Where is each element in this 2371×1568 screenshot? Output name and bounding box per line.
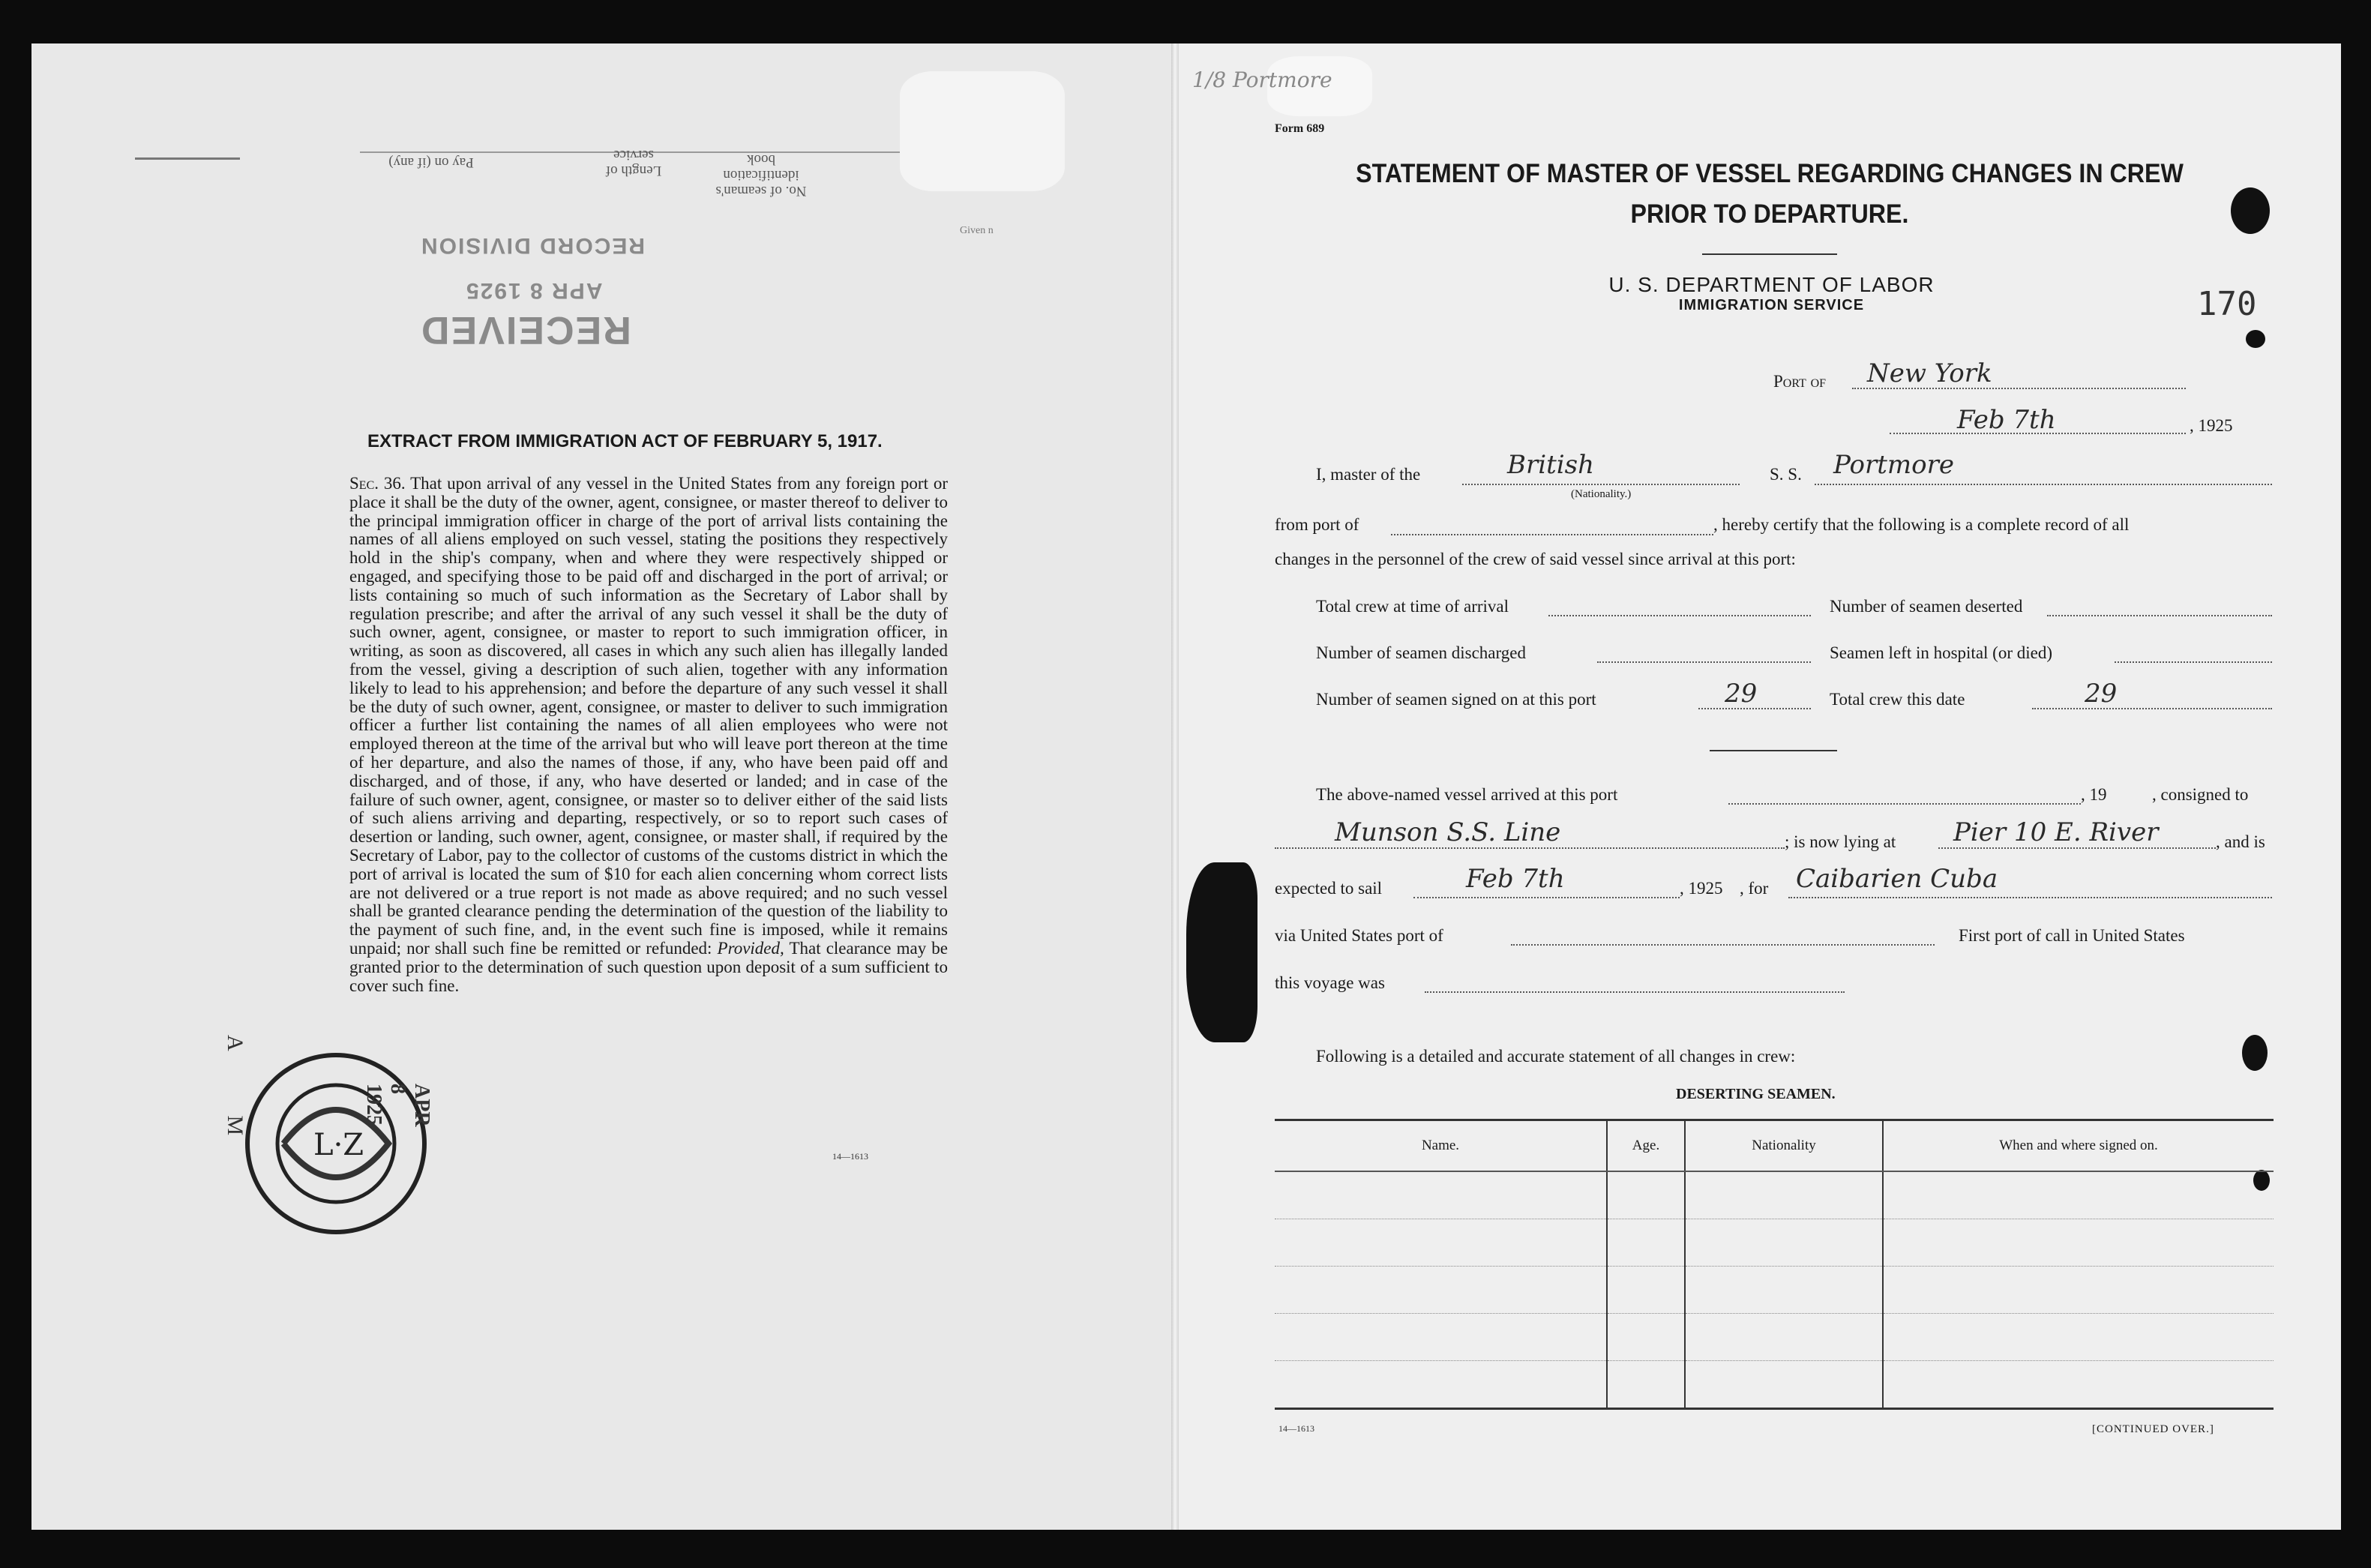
service: IMMIGRATION SERVICE — [1678, 297, 1865, 313]
table-cell[interactable] — [1883, 1219, 2274, 1267]
provided-term: Provided, — [717, 938, 784, 958]
seamen-discharged-line — [1597, 661, 1811, 663]
destination-value: Caibarien Cuba — [1796, 864, 1998, 894]
title-line-2: PRIOR TO DEPARTURE. — [1630, 199, 1909, 229]
seamen-deserted-label: Number of seamen deserted — [1830, 597, 2023, 616]
ss-value: Portmore — [1833, 450, 1954, 480]
voyage-label: this voyage was — [1275, 973, 1385, 992]
form-number: Form 689 — [1275, 122, 1325, 135]
margin-letters: A M — [223, 1035, 247, 1166]
total-crew-date-label: Total crew this date — [1830, 690, 1965, 709]
table-cell[interactable] — [1685, 1361, 1883, 1409]
title-rule — [1702, 253, 1837, 255]
table-row — [1275, 1361, 2274, 1409]
and-is-label: , and is — [2216, 832, 2265, 851]
year-number: 1925 — [2198, 416, 2233, 435]
stamp-date: APR 8 1925 — [465, 278, 603, 303]
total-crew-date-line — [2032, 708, 2272, 709]
from-port-label: from port of — [1275, 515, 1359, 534]
consignee-line — [1275, 847, 1785, 849]
nationality-caption: (Nationality.) — [1571, 488, 1632, 500]
table-cell[interactable] — [1275, 1361, 1607, 1409]
via-line — [1511, 944, 1935, 946]
section-end: That clearance may be granted prior to the determination of such question upon deposit of a sum sufficient to cover such fine. — [349, 938, 949, 995]
sail-year — [1680, 879, 1723, 898]
arrived-line — [1728, 803, 2081, 805]
table-cell[interactable] — [1275, 1219, 1607, 1267]
total-crew-arrival-line — [1548, 615, 1811, 616]
table-row — [1275, 1219, 2274, 1267]
bleed-rule — [135, 157, 240, 169]
lying-line — [1938, 847, 2216, 849]
port-value: New York — [1867, 358, 1992, 388]
nationality-value: British — [1507, 450, 1594, 480]
table-cell[interactable] — [1685, 1314, 1883, 1361]
title-line-1: STATEMENT OF MASTER OF VESSEL REGARDING CHANGES IN CREW — [1356, 159, 2184, 188]
sail-date-value: Feb 7th — [1466, 864, 1565, 894]
table-cell[interactable] — [1275, 1171, 1607, 1219]
punch-hole — [2246, 330, 2265, 348]
table-cell[interactable] — [1607, 1314, 1685, 1361]
col-when-where: When and where signed on. — [1883, 1120, 2274, 1172]
ink-blot — [1186, 862, 1257, 1042]
for-label: , for — [1740, 879, 1769, 898]
table-cell[interactable] — [1607, 1219, 1685, 1267]
table-row — [1275, 1267, 2274, 1314]
expected-label: expected to sail — [1275, 879, 1383, 898]
seamen-hospital-label: Seamen left in hospital (or died) — [1830, 643, 2053, 662]
nationality-line — [1462, 484, 1740, 485]
department-block — [1275, 273, 2268, 314]
seamen-deserted-line — [2047, 615, 2272, 616]
table-cell[interactable] — [1607, 1171, 1685, 1219]
table-cell[interactable] — [1883, 1361, 2274, 1409]
deserting-heading: DESERTING SEAMEN. — [1676, 1086, 1836, 1102]
table-cell[interactable] — [1275, 1314, 1607, 1361]
voyage-line — [1425, 991, 1845, 993]
col-name: Name. — [1275, 1120, 1607, 1172]
page-number: 170 — [2197, 285, 2257, 323]
total-crew-arrival-label: Total crew at time of arrival — [1316, 597, 1509, 616]
year-value: , 1925 — [2190, 416, 2233, 435]
circle-stamp-date: APR 8 1925 — [362, 1084, 433, 1127]
ss-line — [1815, 484, 2272, 485]
sail-year-value: 25 — [1705, 879, 1723, 898]
following-text: Following is a detailed and accurate statement of all changes in crew: — [1316, 1047, 1796, 1066]
table-cell[interactable] — [1607, 1267, 1685, 1314]
col-nationality: Nationality — [1685, 1120, 1883, 1172]
stamp-division: RECORD DIVISION — [420, 233, 646, 258]
table-body — [1275, 1171, 2274, 1409]
section-label: Sec. 36. — [349, 474, 406, 493]
table-cell[interactable] — [1685, 1267, 1883, 1314]
port-label: Port of — [1773, 372, 1827, 391]
total-crew-date-value: 29 — [2085, 679, 2118, 709]
stamp-received: RECEIVED — [420, 308, 631, 352]
section-text: That upon arrival of any vessel in the United States from any foreign port or place it shall be the duty of the owner, agent, consignee, or master thereof to deliver to the principal immigration officer in charge of the port of arrival lists containing the names of all aliens employed on such vessel, stating the positions they respectively hold in the ship's company, when and where they were respectively shipped or engaged, and specifying those to be paid off and discharged in the port of arrival; or lists containing so much of such information as the Secretary of Labor shall by regulation prescribe; and after the arrival of any such vessel it shall be the duty of such owner, agent, consignee, or master to report to such immigration officer, in writing, as soon as discovered, all cases in which any such alien has illegally landed from the vessel, giving a description of such alien, together with any information likely to lead to his apprehension; and before the departure of any such vessel it shall be the duty of such owner, agent, consignee, or master to deliver to such immigration officer a further list containing the names of all alien employees who were not employed thereon at the time of the arrival but who will leave port thereon at the time of her departure, and also the names of those, if any, who have been paid off and discharged, and of those, if any, who have deserted or landed; and in case of the failure of such owner, agent, consignee, or master so to deliver either of the said lists of such aliens arriving and departing, respectively, or so to report such cases of desertion or landing, such owner, agent, consignee, or master shall, if required by the Secretary of Labor, pay to the collector of customs of the customs district in which the port of arrival is located the sum of $10 for each alien concerning whom correct lists are not delivered or a true report is not made as above required; and no such vessel shall be granted clearance pending the determination of the question of the liability to the payment of such fine, and, in the event such fine is imposed, while it remains unpaid; nor shall such fine be remitted or refunded: — [349, 474, 948, 958]
certify-text: , hereby certify that the following is a complete record of all — [1713, 515, 2130, 534]
col-age: Age. — [1607, 1120, 1685, 1172]
mirrored-header-pay: Pay on (if any) — [388, 154, 474, 170]
table-header-row — [1275, 1120, 2274, 1172]
table-cell[interactable] — [1883, 1171, 2274, 1219]
seamen-signed-value: 29 — [1725, 679, 1758, 709]
sail-date-line — [1413, 897, 1680, 898]
table-cell[interactable] — [1685, 1219, 1883, 1267]
seamen-signed-label: Number of seamen signed on at this port — [1316, 690, 1596, 709]
date-value: Feb 7th — [1957, 405, 2056, 435]
circle-stamp-graphic — [238, 1031, 463, 1256]
arrived-label: The above-named vessel arrived at this port — [1316, 785, 1618, 804]
extract-title: EXTRACT FROM IMMIGRATION ACT OF FEBRUARY 5, 1917. — [367, 431, 883, 451]
received-stamp — [420, 232, 675, 352]
section-rule — [1710, 750, 1837, 751]
deserting-seamen-table — [1275, 1119, 2274, 1410]
continued-over: [CONTINUED OVER.] — [2092, 1423, 2214, 1435]
circle-stamp — [238, 1031, 463, 1256]
table-cell[interactable] — [1685, 1171, 1883, 1219]
lying-label: ; is now lying at — [1785, 832, 1896, 851]
changes-text: changes in the personnel of the crew of said vessel since arrival at this port: — [1275, 550, 1796, 568]
consigned-label: , consigned to — [2152, 785, 2249, 804]
mirrored-header-length: Length of service — [605, 147, 662, 178]
table-cell[interactable] — [1607, 1361, 1685, 1409]
first-port-label: First port of call in United States — [1959, 926, 2185, 945]
department: U. S. DEPARTMENT OF LABOR — [1608, 273, 1935, 296]
table-cell[interactable] — [1883, 1267, 2274, 1314]
table-cell[interactable] — [1275, 1267, 1607, 1314]
arrived-year: , 19 — [2081, 785, 2107, 804]
mirrored-header-seaman-book: No. of seaman's identification book — [715, 151, 807, 199]
form-title — [1308, 154, 2232, 235]
from-port-line — [1391, 534, 1713, 535]
svg-text:L·Z: L·Z — [313, 1128, 364, 1162]
lying-value: Pier 10 E. River — [1953, 817, 2159, 847]
sail-year-prefix: , 19 — [1680, 879, 1706, 898]
table-cell[interactable] — [1883, 1314, 2274, 1361]
corner-note: 1/8 Portmore — [1192, 67, 1332, 92]
seamen-hospital-line — [2115, 661, 2272, 663]
left-form-code: 14—1613 — [832, 1151, 868, 1162]
bleed-text: Given n — [960, 225, 994, 236]
ss-label: S. S. — [1770, 465, 1802, 484]
table-row — [1275, 1314, 2274, 1361]
punch-hole — [2231, 187, 2270, 234]
consignee-value: Munson S.S. Line — [1335, 817, 1561, 847]
destination-line — [1788, 897, 2272, 898]
page-fold — [1171, 43, 1179, 1530]
via-label: via United States port of — [1275, 926, 1443, 945]
act-section-36 — [349, 475, 948, 995]
paper-tear — [900, 71, 1065, 191]
seamen-discharged-label: Number of seamen discharged — [1316, 643, 1526, 662]
table-row — [1275, 1171, 2274, 1219]
punch-hole — [2242, 1035, 2268, 1071]
master-label: I, master of the — [1316, 465, 1421, 484]
footer-code: 14—1613 — [1278, 1423, 1314, 1434]
